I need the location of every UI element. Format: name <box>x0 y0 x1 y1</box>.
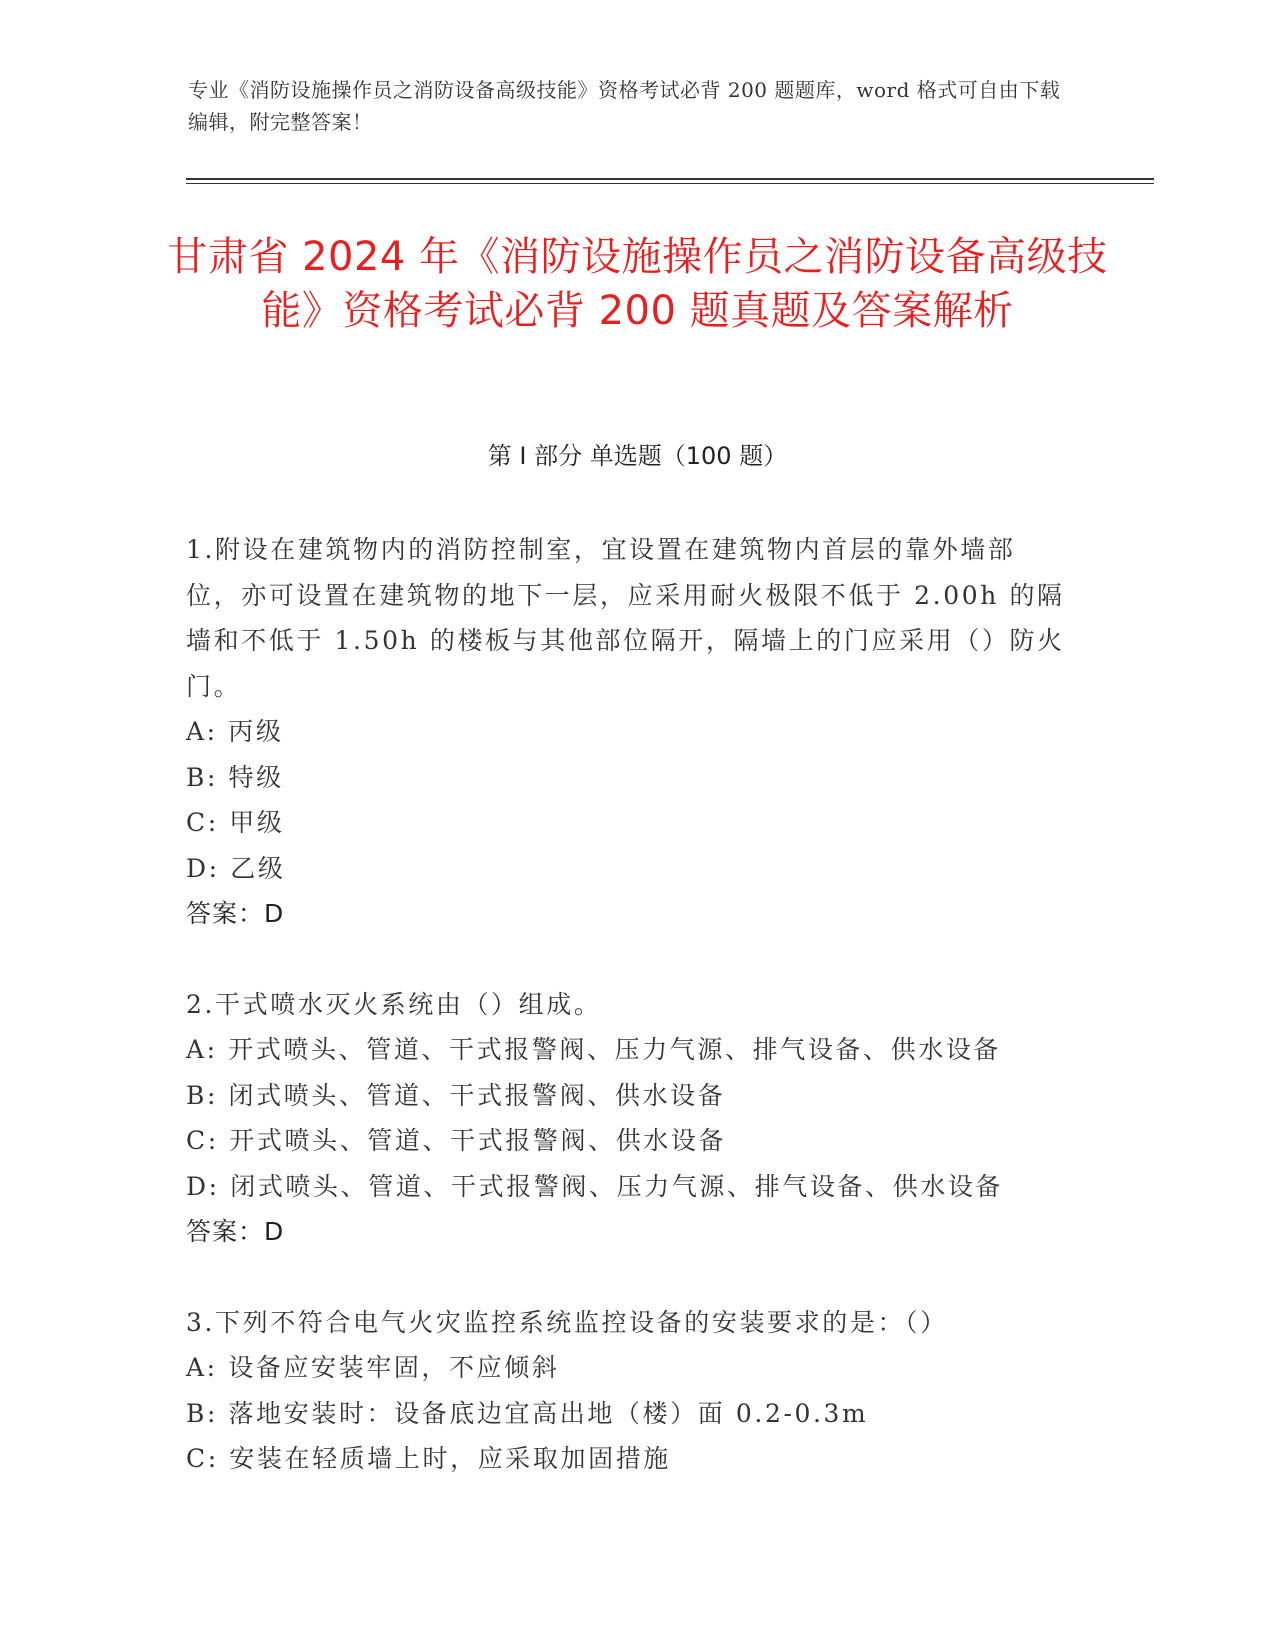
header-rule-top <box>186 178 1154 180</box>
answer: 答案：D <box>186 899 285 928</box>
option-a: A: 设备应安装牢固，不应倾斜 <box>186 1353 560 1382</box>
page-header-note: 专业《消防设施操作员之消防设备高级技能》资格考试必背 200 题题库，word 格式可自由下载编辑，附完整答案！ <box>188 78 1061 134</box>
option-c: C: 安装在轻质墙上时，应采取加固措施 <box>186 1444 671 1473</box>
option-d: D: 乙级 <box>186 853 286 883</box>
option-a: A: 开式喷头、管道、干式报警阀、压力气源、排气设备、供水设备 <box>186 1035 1002 1064</box>
header-rule-bottom <box>186 183 1154 184</box>
option-a: A: 丙级 <box>186 717 284 746</box>
question-1 <box>186 527 1066 937</box>
question-3 <box>186 1300 1066 1482</box>
question-2 <box>186 982 1066 1255</box>
option-b: B: 特级 <box>186 762 284 792</box>
question-stem: 2.干式喷水灭火系统由（）组成。 <box>186 989 602 1019</box>
option-c: C: 甲级 <box>186 808 285 837</box>
answer: 答案：D <box>186 1217 285 1246</box>
option-d: D: 闭式喷头、管道、干式报警阀、压力气源、排气设备、供水设备 <box>186 1171 1004 1201</box>
question-stem: 3.下列不符合电气火灾监控系统监控设备的安装要求的是：（） <box>186 1307 948 1337</box>
option-c: C: 开式喷头、管道、干式报警阀、供水设备 <box>186 1126 727 1155</box>
document-title: 甘肃省 2024 年《消防设施操作员之消防设备高级技能》资格考试必背 200 题真题及答案解析 <box>167 234 1108 334</box>
option-b: B: 闭式喷头、管道、干式报警阀、供水设备 <box>186 1080 726 1110</box>
option-b: B: 落地安装时：设备底边宜高出地（楼）面 0.2-0.3m <box>186 1398 869 1428</box>
question-stem: 1.附设在建筑物内的消防控制室，宜设置在建筑物内首层的靠外墙部位，亦可设置在建筑物的地下一层，应采用耐火极限不低于 2.00h 的隔墙和不低于 1.50h 的楼板与其他部位隔开，隔墙上的门应采用（）防火门。 <box>186 535 1065 701</box>
section-heading: 第 I 部分 单选题（100 题） <box>487 442 788 470</box>
question-list <box>186 527 1066 1527</box>
